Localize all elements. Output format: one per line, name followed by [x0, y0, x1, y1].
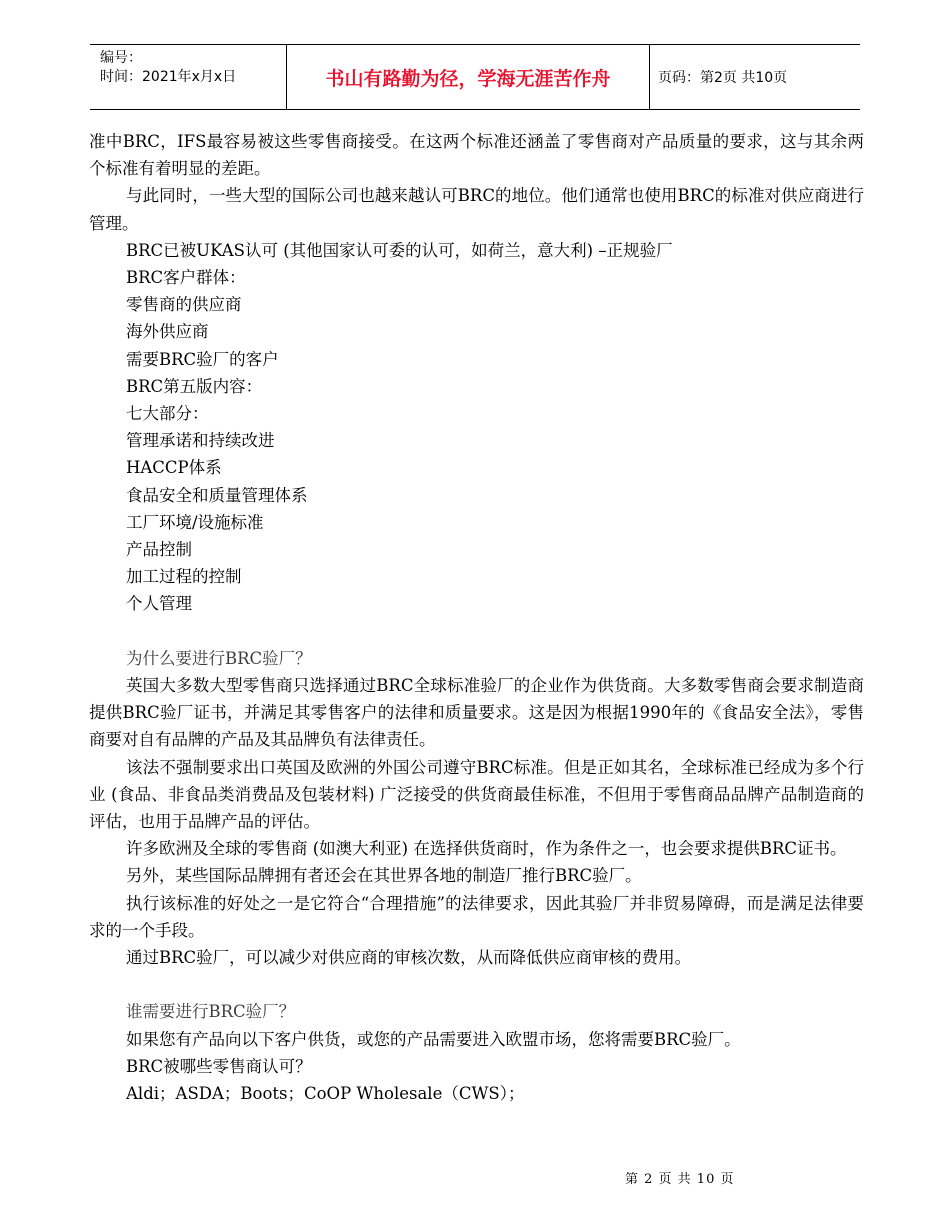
page-footer: 第 2 页 共 10 页 [625, 1172, 735, 1187]
paragraph: 与此同时，一些大型的国际公司也越来越认可BRC的地位。他们通常也使用BRC的标准对供应商进行管理。 [89, 186, 864, 233]
paragraph: Aldi；ASDA；Boots；CoOP Wholesale（CWS）； [126, 1084, 525, 1104]
paragraph: 执行该标准的好处之一是它符合“合理措施”的法律要求，因此其验厂并非贸易障碍，而是满足法律要求的一个手段。 [89, 893, 864, 940]
header-time-label: 时间：2021年x月x日 [100, 69, 237, 85]
paragraph: 如果您有产品向以下客户供货，或您的产品需要进入欧盟市场，您将需要BRC验厂。 [126, 1029, 741, 1049]
paragraph: 通过BRC验厂，可以减少对供应商的审核次数，从而降低供应商审核的费用。 [126, 948, 692, 968]
paragraph: 许多欧洲及全球的零售商 (如澳大利亚) 在选择供货商时，作为条件之一，也会要求提供BRC证书。 [126, 839, 847, 859]
list-line: 食品安全和质量管理体系 [126, 485, 308, 505]
list-line: BRC已被UKAS认可 (其他国家认可委的认可，如荷兰，意大利) –正规验厂 [126, 240, 673, 260]
list-line: 七大部分： [126, 404, 209, 424]
paragraph: 另外，某些国际品牌拥有者还会在其世界各地的制造厂推行BRC验厂。 [126, 866, 642, 886]
list-line: 管理承诺和持续改进 [126, 431, 275, 451]
list-line: 个人管理 [126, 594, 192, 614]
list-line: 产品控制 [126, 540, 192, 560]
section-heading: 为什么要进行BRC验厂？ [126, 648, 312, 668]
list-line: HACCP体系 [126, 458, 222, 478]
list-line: BRC第五版内容： [126, 376, 263, 396]
list-line: 需要BRC验厂的客户 [126, 349, 279, 369]
list-line: 工厂环境/设施标准 [126, 512, 264, 532]
list-line: 零售商的供应商 [126, 295, 242, 315]
list-line: 海外供应商 [126, 322, 209, 342]
paragraph: 英国大多数大型零售商只选择通过BRC全球标准验厂的企业作为供货商。大多数零售商会要求制造商提供BRC验厂证书，并满足其零售客户的法律和质量要求。这是因为根据1990年的《食品安全法》，零售商要对自有品牌的产品及其品牌负有法律责任。 [89, 676, 864, 750]
header-motto: 书山有路勤为径，学海无涯苦作舟 [287, 45, 650, 109]
header-page-label: 页码：第2页 共10页 [658, 70, 788, 86]
page-header [90, 44, 860, 110]
section-heading: 谁需要进行BRC验厂？ [126, 1002, 296, 1022]
blank-line [89, 971, 864, 998]
paragraph: 准中BRC，IFS最容易被这些零售商接受。在这两个标准还涵盖了零售商对产品质量的要求，这与其余两个标准有着明显的差距。 [89, 132, 864, 179]
paragraph: 该法不强制要求出口英国及欧洲的外国公司遵守BRC标准。但是正如其名，全球标准已经成为多个行业 (食品、非食品类消费品及包装材料) 广泛接受的供货商最佳标准，不但用于零售商品品牌产品制造商的评估，也用于品牌产品的评估。 [89, 757, 864, 832]
paragraph: BRC被哪些零售商认可？ [126, 1056, 312, 1076]
header-number-label: 编号： [100, 50, 142, 66]
blank-line [89, 618, 864, 645]
document-body [89, 128, 864, 1107]
header-meta-cell [90, 45, 287, 109]
list-line: 加工过程的控制 [126, 567, 242, 587]
list-line: BRC客户群体： [126, 268, 246, 288]
